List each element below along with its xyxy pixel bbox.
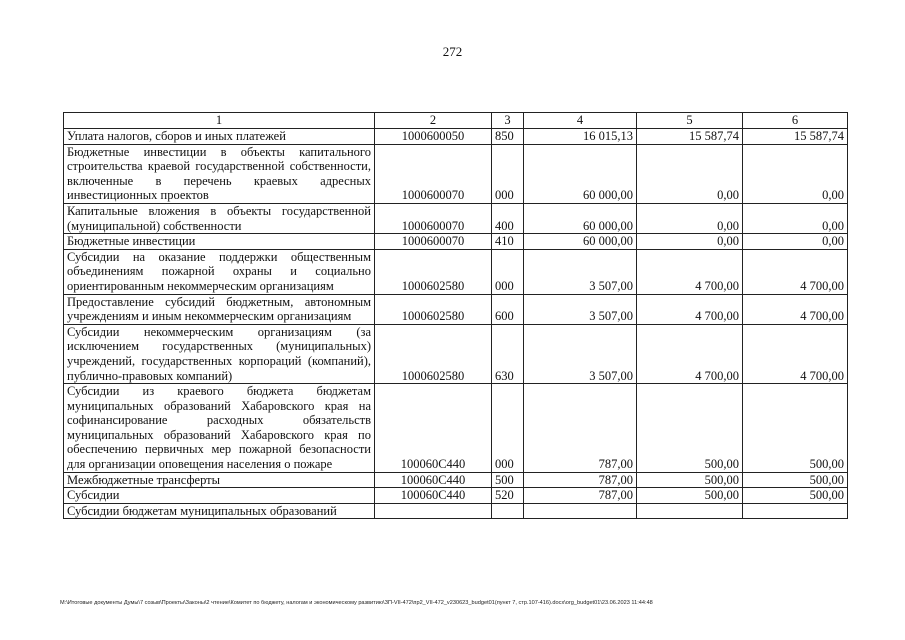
table-row xyxy=(64,203,848,233)
row-value-col5: 4 700,00 xyxy=(637,294,743,324)
row-expense-kind: 850 xyxy=(492,129,524,145)
table-header-row xyxy=(64,113,848,129)
row-value-col6: 0,00 xyxy=(743,144,848,203)
row-value-col4: 16 015,13 xyxy=(524,129,637,145)
row-value-col6: 0,00 xyxy=(743,203,848,233)
column-header-1: 1 xyxy=(64,113,375,129)
row-value-col6: 500,00 xyxy=(743,488,848,504)
row-value-col6: 4 700,00 xyxy=(743,249,848,294)
column-header-2: 2 xyxy=(375,113,492,129)
row-expense-kind: 630 xyxy=(492,324,524,383)
budget-table xyxy=(63,112,848,519)
row-value-col5: 500,00 xyxy=(637,384,743,473)
row-value-col4: 60 000,00 xyxy=(524,203,637,233)
row-target-code: 1000600070 xyxy=(375,144,492,203)
row-name: Капитальные вложения в объекты государственной (муниципальной) собственности xyxy=(64,203,375,233)
row-target-code: 100060С440 xyxy=(375,384,492,473)
row-value-col4: 3 507,00 xyxy=(524,324,637,383)
row-value-col6 xyxy=(743,503,848,519)
row-value-col5: 0,00 xyxy=(637,234,743,250)
table-row xyxy=(64,144,848,203)
row-expense-kind: 600 xyxy=(492,294,524,324)
row-expense-kind: 000 xyxy=(492,144,524,203)
table-row xyxy=(64,234,848,250)
row-target-code: 100060С440 xyxy=(375,472,492,488)
row-name: Субсидии некоммерческим организациям (за исключением государственных (муниципальных) учреждений, государственных корпораций (компаний), публично-правовых компаний) xyxy=(64,324,375,383)
table-row xyxy=(64,503,848,519)
row-value-col5: 0,00 xyxy=(637,203,743,233)
row-target-code: 1000600070 xyxy=(375,203,492,233)
row-value-col5: 0,00 xyxy=(637,144,743,203)
row-value-col5: 4 700,00 xyxy=(637,324,743,383)
table-row xyxy=(64,488,848,504)
row-value-col5: 4 700,00 xyxy=(637,249,743,294)
row-value-col6: 500,00 xyxy=(743,384,848,473)
row-value-col6: 4 700,00 xyxy=(743,324,848,383)
row-name: Бюджетные инвестиции xyxy=(64,234,375,250)
table-row xyxy=(64,472,848,488)
column-header-6: 6 xyxy=(743,113,848,129)
row-value-col6: 500,00 xyxy=(743,472,848,488)
row-name: Бюджетные инвестиции в объекты капитального строительства краевой государственной собственности, включенные в перечень краевых адресных инвестиционных проектов xyxy=(64,144,375,203)
column-header-5: 5 xyxy=(637,113,743,129)
row-target-code: 100060С440 xyxy=(375,488,492,504)
row-name: Предоставление субсидий бюджетным, автономным учреждениям и иным некоммерческим организациям xyxy=(64,294,375,324)
row-name: Субсидии бюджетам муниципальных образований xyxy=(64,503,375,519)
row-value-col4: 60 000,00 xyxy=(524,234,637,250)
row-expense-kind: 520 xyxy=(492,488,524,504)
row-value-col4: 3 507,00 xyxy=(524,249,637,294)
table-row xyxy=(64,294,848,324)
row-expense-kind: 410 xyxy=(492,234,524,250)
table-row xyxy=(64,384,848,473)
page-number: 272 xyxy=(442,44,463,59)
row-name: Субсидии из краевого бюджета бюджетам муниципальных образований Хабаровского края на софинансирование расходных обязательств муниципальных образований Хабаровского края по обеспечению первичных мер пожарной безопасности для организации оповещения населения о пожаре xyxy=(64,384,375,473)
row-expense-kind xyxy=(492,503,524,519)
row-target-code: 1000602580 xyxy=(375,324,492,383)
row-value-col6: 0,00 xyxy=(743,234,848,250)
column-header-3: 3 xyxy=(492,113,524,129)
row-name: Субсидии на оказание поддержки общественным объединениям пожарной охраны и социально ориентированным некоммерческим организациям xyxy=(64,249,375,294)
row-expense-kind: 500 xyxy=(492,472,524,488)
row-value-col5: 15 587,74 xyxy=(637,129,743,145)
row-expense-kind: 000 xyxy=(492,249,524,294)
row-name: Субсидии xyxy=(64,488,375,504)
row-name: Уплата налогов, сборов и иных платежей xyxy=(64,129,375,145)
row-value-col4: 3 507,00 xyxy=(524,294,637,324)
row-target-code: 1000602580 xyxy=(375,249,492,294)
row-value-col4: 787,00 xyxy=(524,472,637,488)
row-target-code: 1000600050 xyxy=(375,129,492,145)
table-row xyxy=(64,324,848,383)
row-value-col5: 500,00 xyxy=(637,472,743,488)
row-name: Межбюджетные трансферты xyxy=(64,472,375,488)
table-row xyxy=(64,129,848,145)
row-target-code xyxy=(375,503,492,519)
row-value-col5 xyxy=(637,503,743,519)
row-value-col5: 500,00 xyxy=(637,488,743,504)
row-expense-kind: 400 xyxy=(492,203,524,233)
row-value-col4: 787,00 xyxy=(524,488,637,504)
row-value-col4: 60 000,00 xyxy=(524,144,637,203)
row-target-code: 1000602580 xyxy=(375,294,492,324)
row-value-col4 xyxy=(524,503,637,519)
row-target-code: 1000600070 xyxy=(375,234,492,250)
table-row xyxy=(64,249,848,294)
row-expense-kind: 000 xyxy=(492,384,524,473)
row-value-col6: 15 587,74 xyxy=(743,129,848,145)
row-value-col6: 4 700,00 xyxy=(743,294,848,324)
row-value-col4: 787,00 xyxy=(524,384,637,473)
document-file-path: M:\Итоговые документы Думы\7 созыв\Проекты\Законы\2 чтение\Комитет по бюджету, налогам и экономическому развитию\ЗП-VII-472\пр2_VII-472_v230623_budget01(пункт 7, стр.107-416).docx\org_budget01\23.06.2023 11:44:48 xyxy=(60,600,653,606)
column-header-4: 4 xyxy=(524,113,637,129)
